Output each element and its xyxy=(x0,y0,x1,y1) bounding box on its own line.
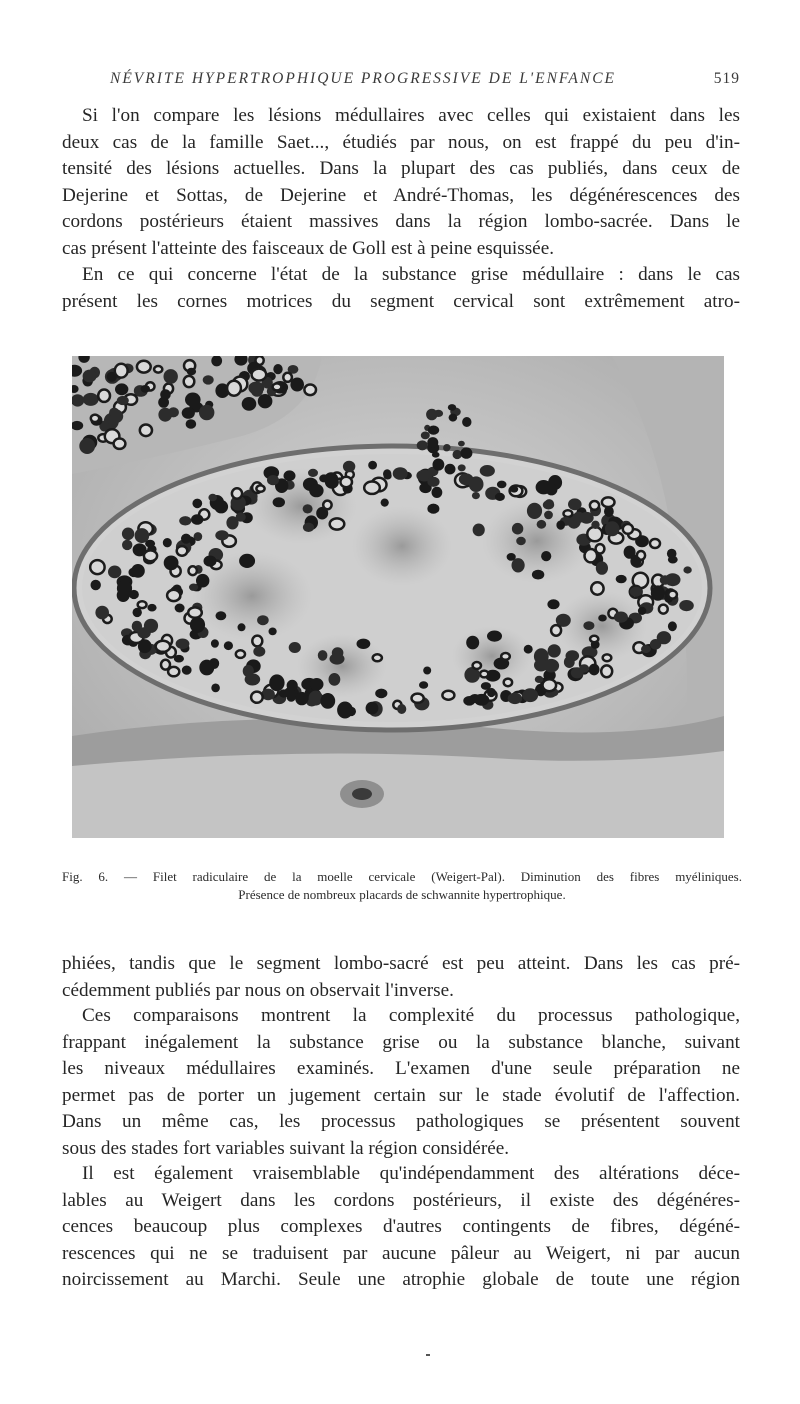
text-line: noircissement au Marchi. Seule une atrophie globale de toute une région xyxy=(62,1269,740,1290)
text-line: permet pas de porter un jugement certain sur le stade évolutif de l'affection. xyxy=(62,1084,740,1106)
fibre-profile xyxy=(603,654,612,661)
fibre-profile xyxy=(659,605,668,614)
text-line: les niveaux médullaires examinés. L'examen d'une seule préparation ne xyxy=(62,1058,740,1079)
fibre-profile xyxy=(466,636,479,650)
fibre-profile xyxy=(383,469,391,478)
fibre-profile xyxy=(179,516,191,525)
fibre-profile xyxy=(167,590,180,601)
text-line: Si l'on compare les lésions médullaires avec celles qui existaient dans les xyxy=(82,105,740,126)
fibre-profile xyxy=(295,692,308,705)
text-line: Il est également vraisemblable qu'indépendamment des altérations déce- xyxy=(82,1163,740,1184)
fibre-profile xyxy=(164,369,178,384)
fibre-profile xyxy=(196,574,209,588)
fibre-profile xyxy=(303,504,313,513)
fibre-profile xyxy=(330,518,345,529)
fibre-profile xyxy=(115,383,128,395)
fibre-profile xyxy=(544,499,554,508)
fibre-profile xyxy=(91,415,99,422)
fibre-profile xyxy=(156,641,171,652)
caption-line-2: Présence de nombreux placards de schwannite hypertrophique. xyxy=(238,887,566,902)
fibre-profile xyxy=(614,612,628,623)
fibre-profile xyxy=(252,369,267,381)
fibre-profile xyxy=(616,575,627,583)
fibre-profile xyxy=(131,564,145,578)
fibre-profile xyxy=(273,383,282,390)
fibre-profile xyxy=(177,546,188,556)
fibre-profile xyxy=(154,366,162,373)
fibre-profile xyxy=(224,641,233,650)
fibre-profile xyxy=(501,653,510,660)
fibre-profile xyxy=(160,389,171,400)
fibre-profile xyxy=(547,599,559,609)
fibre-profile xyxy=(144,550,157,561)
text-line: présent les cornes motrices du segment cervical sont extrêmement atro- xyxy=(62,290,740,312)
fibre-profile xyxy=(161,660,170,670)
fibre-profile xyxy=(458,441,465,447)
fibre-profile xyxy=(442,691,454,700)
fibre-profile xyxy=(257,615,269,625)
fibre-profile xyxy=(624,546,636,559)
fibre-profile xyxy=(564,510,573,517)
fibre-profile xyxy=(273,364,282,374)
fibre-profile xyxy=(375,689,387,699)
fibre-profile xyxy=(473,662,481,669)
fibre-profile xyxy=(516,537,526,545)
fibre-profile xyxy=(449,414,458,422)
text-line: phiées, tandis que le segment lombo-sacré est peu atteint. Dans les cas pré- xyxy=(62,953,740,974)
fibre-profile xyxy=(308,469,318,477)
fibre-profile xyxy=(273,497,285,507)
fibre-profile xyxy=(591,582,603,594)
fibre-profile xyxy=(472,492,480,499)
figure-caption xyxy=(62,868,742,904)
fibre-profile xyxy=(147,604,156,612)
paragraph-2 xyxy=(62,262,740,315)
micrograph-figure xyxy=(72,356,724,838)
fibre-profile xyxy=(215,530,228,540)
fibre-profile xyxy=(495,493,505,501)
fibre-profile xyxy=(591,521,599,529)
fibre-profile xyxy=(117,396,129,405)
fibre-profile xyxy=(683,566,691,573)
fibre-profile xyxy=(95,606,109,620)
fibre-profile xyxy=(474,694,489,706)
fibre-profile xyxy=(433,459,445,471)
fibre-profile xyxy=(504,679,512,687)
fibre-profile xyxy=(114,439,126,449)
fibre-profile xyxy=(109,408,119,418)
fibre-profile xyxy=(585,549,598,562)
running-head xyxy=(62,66,740,92)
fibre-profile xyxy=(232,488,242,498)
text-line: En ce qui concerne l'état de la substance grise médullaire : dans le cas xyxy=(82,264,740,285)
text-line: deux cas de la famille Saet..., étudiés par nous, on est frappé du peu d'in- xyxy=(62,131,740,153)
fibre-profile xyxy=(537,520,547,529)
fibre-profile xyxy=(340,477,352,487)
fibre-profile xyxy=(544,511,553,520)
fibre-profile xyxy=(568,498,582,510)
fibre-profile xyxy=(214,500,228,513)
fibre-profile xyxy=(108,566,121,579)
paragraph-1 xyxy=(62,103,740,262)
fibre-profile xyxy=(238,623,246,631)
fibre-profile xyxy=(133,608,142,617)
fibre-profile xyxy=(532,570,544,580)
fibre-profile xyxy=(632,556,641,566)
fibre-profile xyxy=(137,627,150,638)
text-line: Dans un même cas, les processus pathologiques se présentent souvent xyxy=(62,1111,740,1132)
fibre-profile xyxy=(665,573,681,586)
fibre-profile xyxy=(541,551,551,561)
fibre-profile xyxy=(443,446,450,452)
fibre-profile xyxy=(236,512,246,521)
fibre-profile xyxy=(91,580,101,591)
text-line: cences beaucoup plus complexes d'autres contingents de fibres, dégéné- xyxy=(62,1216,740,1237)
fibre-profile xyxy=(463,696,475,706)
fibre-profile xyxy=(417,440,428,450)
fibre-profile xyxy=(512,523,523,535)
fibre-profile xyxy=(83,370,97,383)
fibre-profile xyxy=(141,385,150,393)
fibre-profile xyxy=(590,501,599,510)
fibre-profile xyxy=(310,678,324,691)
fibre-profile xyxy=(182,407,195,419)
fibre-profile xyxy=(236,650,245,658)
fibre-profile xyxy=(428,426,439,435)
text-line: cordons postérieurs étaient massives dans la région lombo-sacrée. Dans le xyxy=(62,211,740,232)
fibre-profile xyxy=(164,556,179,571)
fibre-profile xyxy=(309,484,323,497)
fibre-profile xyxy=(679,600,694,611)
fibre-profile xyxy=(536,480,552,494)
fibre-profile xyxy=(564,656,575,668)
fibre-profile xyxy=(251,692,263,703)
text-line: Ces comparaisons montrent la complexité du processus pathologique, xyxy=(82,1005,740,1026)
fibre-profile xyxy=(211,684,220,693)
fibre-profile xyxy=(393,467,408,480)
fibre-profile xyxy=(527,503,542,519)
fibre-profile xyxy=(163,538,172,547)
fibre-profile xyxy=(320,693,335,709)
fibre-profile xyxy=(453,450,462,459)
fibre-profile xyxy=(522,688,538,702)
fibre-profile xyxy=(462,417,471,427)
fibre-profile xyxy=(318,650,328,661)
fibre-profile xyxy=(135,528,150,543)
fibre-profile xyxy=(256,485,264,491)
fibre-profile xyxy=(304,385,316,396)
fibre-profile xyxy=(287,680,298,691)
fibre-profile xyxy=(189,566,197,575)
fibre-profile xyxy=(524,645,533,654)
fibre-profile xyxy=(242,397,257,411)
fibre-profile xyxy=(460,447,472,458)
fibre-profile xyxy=(227,381,241,396)
fibre-profile xyxy=(587,527,602,541)
fibre-profile xyxy=(199,405,214,421)
running-title: NÉVRITE HYPERTROPHIQUE PROGRESSIVE DE L'ENFANCE xyxy=(110,70,617,87)
fibre-profile xyxy=(421,432,430,440)
fibre-profile xyxy=(117,581,132,597)
text-line: cas présent l'atteinte des faisceaux de Goll est à peine esquissée. xyxy=(62,237,555,259)
text-line: frappant inégalement la substance grise ou la substance blanche, suivant xyxy=(62,1031,740,1053)
fibre-profile xyxy=(368,461,377,470)
fibre-profile xyxy=(543,659,559,673)
text-line: tensité des lésions actuelles. Dans la plupart des cas publiés, dans ceux de xyxy=(62,158,740,179)
fibre-profile xyxy=(445,464,456,475)
text-line: rescences qui ne se traduisent par aucune pâleur au Weigert, ni par aucun xyxy=(62,1242,740,1264)
fibre-profile xyxy=(427,477,439,487)
fibre-profile xyxy=(122,540,132,550)
fibre-profile xyxy=(191,514,203,525)
fibre-profile xyxy=(366,702,379,715)
fibre-profile xyxy=(497,481,507,489)
fibre-profile xyxy=(83,393,99,406)
fibre-profile xyxy=(419,681,428,688)
fibre-profile xyxy=(602,497,615,507)
fibre-profile xyxy=(252,636,262,647)
text-line: lables au Weigert dans les cordons postérieurs, il existe des dégénéres- xyxy=(62,1189,740,1211)
fibre-profile xyxy=(248,382,264,395)
fibre-profile xyxy=(480,465,495,477)
fibre-profile xyxy=(512,558,525,572)
fibre-profile xyxy=(303,523,314,532)
fibre-profile xyxy=(601,665,612,677)
fibre-profile xyxy=(508,693,523,704)
text-line: sous des stades fort variables suivant la région considérée. xyxy=(62,1137,510,1159)
fibre-profile xyxy=(138,639,152,653)
paragraph-5 xyxy=(62,1161,740,1294)
fibre-profile xyxy=(204,556,217,567)
fibre-profile xyxy=(650,639,661,650)
fibre-profile xyxy=(548,644,561,657)
fibre-profile xyxy=(182,666,192,675)
fibre-profile xyxy=(115,364,128,378)
fibre-profile xyxy=(596,561,608,574)
fibre-profile xyxy=(556,520,565,529)
fibre-profile xyxy=(650,539,660,548)
fibre-profile xyxy=(381,499,389,507)
fibre-profile xyxy=(580,512,594,524)
paragraph-3 xyxy=(62,951,740,1004)
text-line: Dejerine et Sottas, de Dejerine et André-Thomas, les dégénérescences des xyxy=(62,184,740,206)
fibre-profile xyxy=(279,689,289,697)
fibre-profile xyxy=(459,473,474,485)
fibre-profile xyxy=(473,524,485,537)
fibre-profile xyxy=(137,361,151,373)
fibre-profile xyxy=(283,373,292,382)
fibre-profile xyxy=(510,486,518,493)
fibre-profile xyxy=(267,475,279,485)
fibre-profile xyxy=(289,642,301,653)
fibre-profile xyxy=(176,639,190,650)
fibre-profile xyxy=(583,621,594,630)
fibre-profile xyxy=(623,524,633,534)
fibre-profile xyxy=(253,646,265,656)
fibre-profile xyxy=(373,654,382,661)
fibre-profile xyxy=(258,394,273,408)
fibre-profile xyxy=(189,584,198,591)
fibre-profile xyxy=(284,470,296,481)
fibre-profile xyxy=(487,631,502,642)
fibre-profile xyxy=(347,707,356,716)
fibre-profile xyxy=(184,376,195,387)
fibre-profile xyxy=(187,368,196,376)
fibre-profile xyxy=(667,549,677,559)
fibre-profile xyxy=(364,482,380,494)
fibre-profile xyxy=(551,625,561,636)
fibre-profile xyxy=(122,528,134,541)
fibre-profile xyxy=(79,438,95,454)
fibre-profile xyxy=(397,704,406,714)
fibre-profile xyxy=(605,521,620,536)
fibre-profile xyxy=(630,587,643,597)
fibre-profile xyxy=(186,419,197,428)
fibre-profile xyxy=(641,645,651,653)
fibre-profile xyxy=(427,504,439,514)
fibre-profile xyxy=(269,674,284,691)
caption-line-1: Fig. 6. — Filet radiculaire de la moelle cervicale (Weigert-Pal). Diminution des fibres myéliniques. xyxy=(62,869,742,884)
fibre-profile xyxy=(427,437,438,448)
fibre-profile xyxy=(192,499,202,509)
fibre-profile xyxy=(190,617,205,633)
fibre-profile xyxy=(245,673,261,685)
fibre-profile xyxy=(329,673,341,686)
fibre-profile xyxy=(330,653,345,664)
fibre-profile xyxy=(589,664,600,676)
fibre-profile xyxy=(175,604,185,613)
micrograph-image xyxy=(72,356,724,838)
fibre-profile xyxy=(651,585,665,600)
fibre-profile xyxy=(481,682,491,690)
fibre-profile xyxy=(140,425,152,437)
fibre-profile xyxy=(181,534,191,544)
fibre-profile xyxy=(579,664,589,672)
fibre-profile xyxy=(269,628,277,636)
fibre-profile xyxy=(98,390,110,402)
fibre-profile xyxy=(434,410,443,417)
fibre-profile xyxy=(432,452,440,458)
ink-mark xyxy=(426,1354,430,1356)
fibre-profile xyxy=(412,694,424,703)
fibre-profile xyxy=(325,476,339,489)
fibre-profile xyxy=(668,591,677,599)
fibre-profile xyxy=(208,494,217,502)
fibre-profile xyxy=(188,607,202,617)
fibre-profile xyxy=(432,487,443,498)
paragraph-4 xyxy=(62,1003,740,1162)
fibre-profile xyxy=(458,464,466,471)
fibre-profile xyxy=(448,404,456,411)
fibre-profile xyxy=(323,501,331,510)
fibre-profile xyxy=(480,671,488,678)
fibre-profile xyxy=(343,461,355,473)
fibre-profile xyxy=(668,621,677,631)
fibre-profile xyxy=(158,408,172,422)
fibre-profile xyxy=(357,639,371,649)
fibre-profile xyxy=(138,601,147,608)
fibre-profile xyxy=(199,660,214,676)
text-line: cédemment publiés par nous on observait l'inverse. xyxy=(62,979,454,1001)
fibre-profile xyxy=(239,554,255,568)
fibre-profile xyxy=(598,615,607,622)
page-number: 519 xyxy=(713,70,740,87)
fibre-profile xyxy=(211,639,219,648)
fibre-profile xyxy=(216,611,227,620)
fibre-profile xyxy=(309,691,323,706)
fibre-profile xyxy=(90,560,104,574)
fibre-profile xyxy=(590,636,598,642)
fibre-profile xyxy=(543,679,557,691)
fibre-profile xyxy=(423,667,431,675)
fibre-profile xyxy=(203,375,214,384)
